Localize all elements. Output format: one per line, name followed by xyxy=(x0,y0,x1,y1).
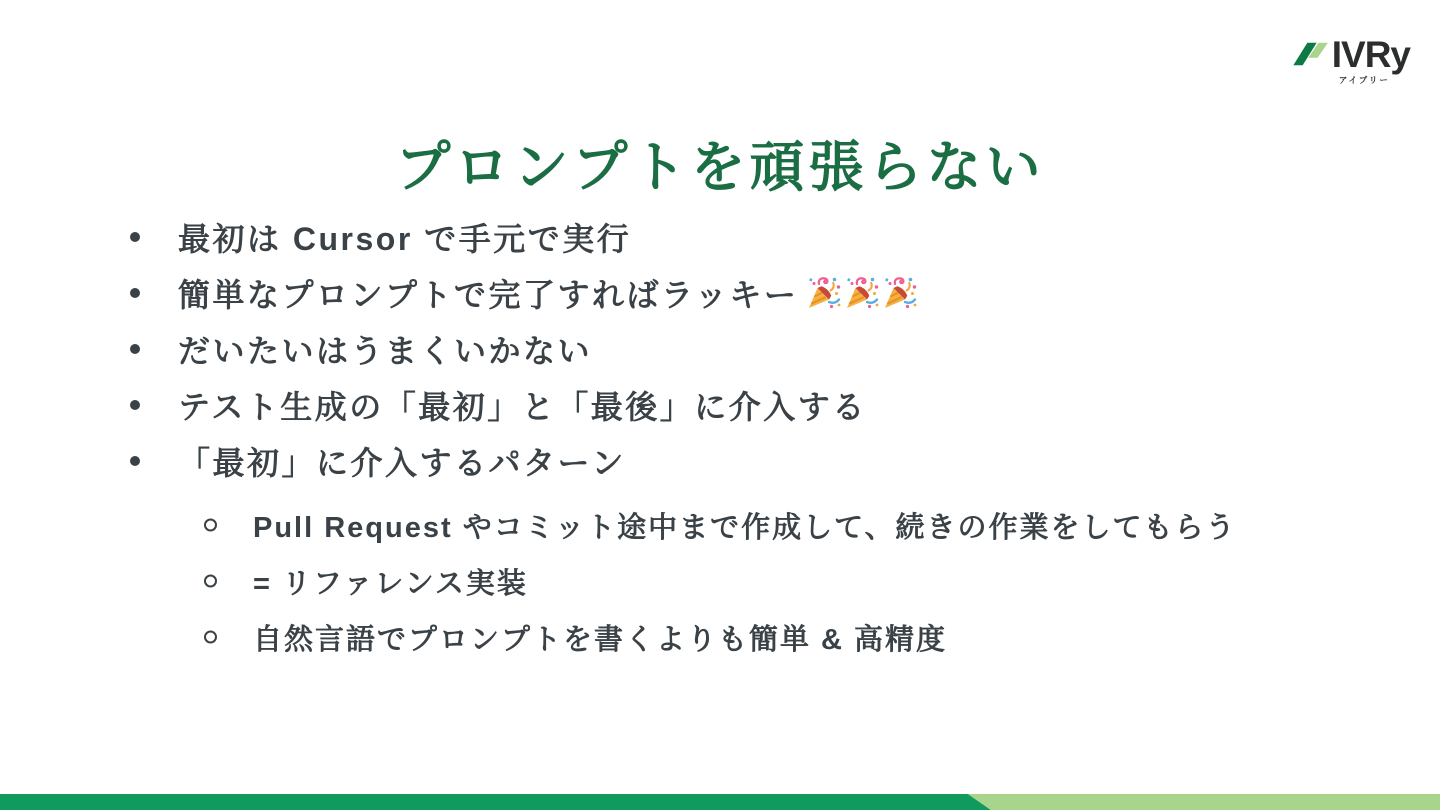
bullet-item xyxy=(128,265,1358,321)
bullet-dot-icon xyxy=(130,288,140,298)
bullet-item xyxy=(128,209,1358,265)
bullet-dot-icon xyxy=(130,344,140,354)
bullet-text: だいたいはうまくいかない xyxy=(178,333,593,369)
bullet-text: テスト生成の「最初」と「最後」に介入する xyxy=(178,389,867,425)
bullet-text: 簡単なプロンプトで完了すればラッキー xyxy=(178,277,799,313)
sub-bullet-item xyxy=(128,553,1358,609)
bullet-circle-icon xyxy=(204,631,217,644)
party-popper-emoji xyxy=(844,275,880,311)
sub-bullet-text: Pull Request やコミット途中まで作成して、続きの作業をしてもらう xyxy=(253,511,1237,544)
bullet-text: 最初は Cursor で手元で実行 xyxy=(178,221,632,257)
bullet-item xyxy=(128,377,1358,433)
bullet-circle-icon xyxy=(204,519,217,532)
ivry-logo-subtext: アイブリー xyxy=(1338,75,1390,85)
ivry-logo-mark-icon xyxy=(1293,40,1331,68)
bullet-dot-icon xyxy=(130,232,140,242)
bullet-text: 「最初」に介入するパターン xyxy=(178,445,626,481)
bullet-dot-icon xyxy=(130,456,140,466)
bullet-item xyxy=(128,321,1358,377)
ivry-logo xyxy=(1293,36,1410,86)
bullet-list xyxy=(128,209,1358,665)
party-popper-emoji xyxy=(806,275,842,311)
bullet-dot-icon xyxy=(130,400,140,410)
sub-bullet-text: = リファレンス実装 xyxy=(253,567,528,600)
sub-bullet-item xyxy=(128,497,1358,553)
page-title: プロンプトを頑張らない xyxy=(395,135,1045,198)
party-popper-emoji xyxy=(882,275,918,311)
party-popper-emojis xyxy=(804,275,918,311)
bottom-bar-light-segment xyxy=(0,794,1440,810)
ivry-logo-text: IVRy xyxy=(1331,34,1410,75)
ivry-logo-body xyxy=(1332,36,1410,86)
bullet-circle-icon xyxy=(204,575,217,588)
sub-bullet-item xyxy=(128,609,1358,665)
bullet-item xyxy=(128,433,1358,489)
sub-bullet-text: 自然言語でプロンプトを書くよりも簡単 & 高精度 xyxy=(253,623,948,656)
bottom-bar-dark-segment xyxy=(0,794,1440,810)
